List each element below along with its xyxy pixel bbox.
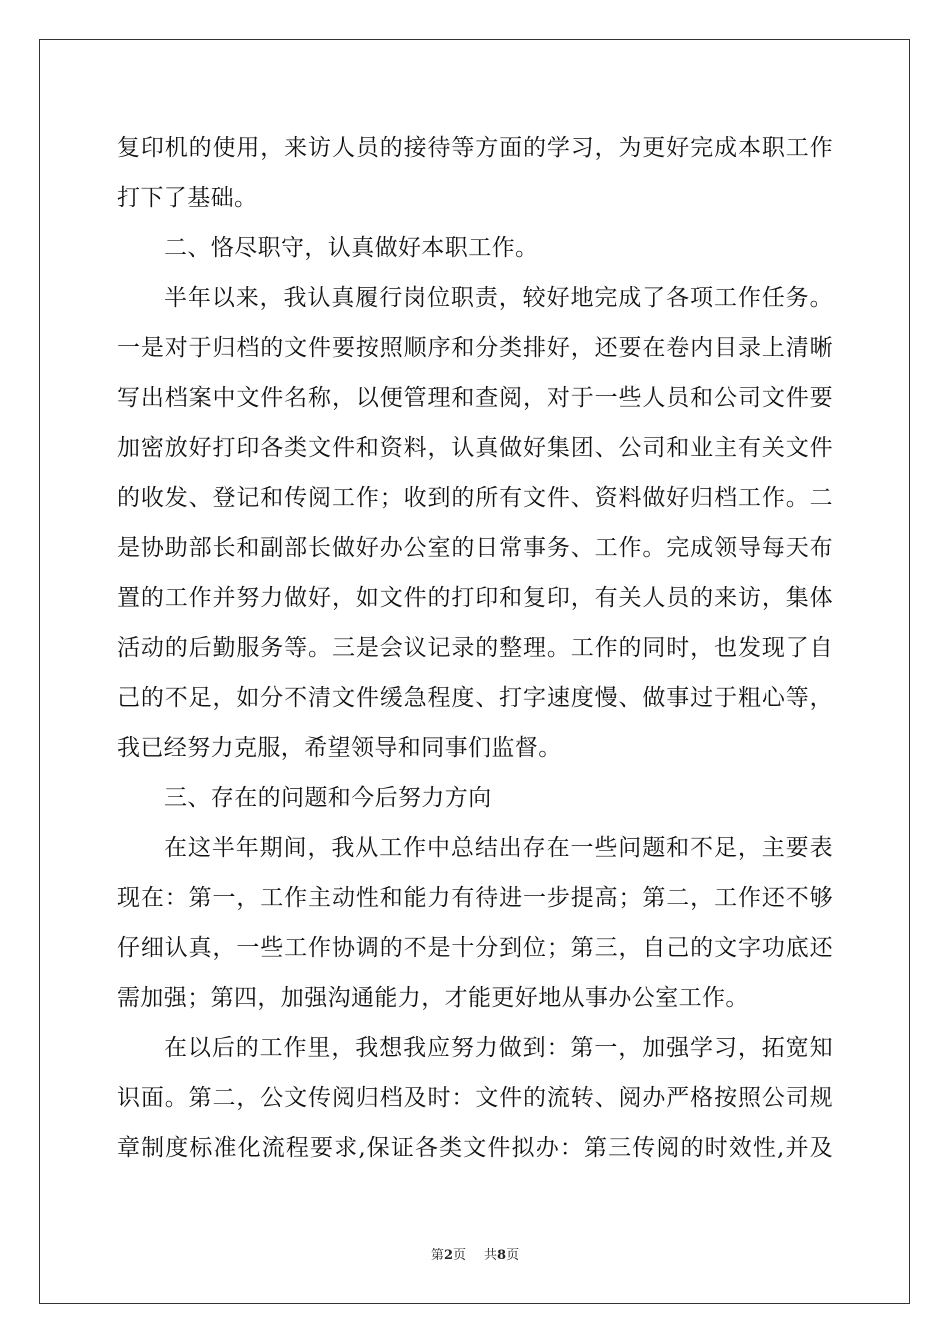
text-line: 识面。第二，公文传阅归档及时：文件的流转、阅办严格按照公司规 bbox=[117, 1085, 833, 1111]
total-prefix: 共 bbox=[484, 1248, 498, 1263]
text-line: 己的不足，如分不清文件缓急程度、打字速度慢、做事过于粗心等， bbox=[117, 685, 833, 711]
total-pages: 8 bbox=[497, 1248, 507, 1263]
text-line: 半年以来，我认真履行岗位职责，较好地完成了各项工作任务。 bbox=[164, 285, 833, 311]
text-line: 复印机的使用，来访人员的接待等方面的学习，为更好完成本职工作 bbox=[117, 135, 833, 161]
text-line: 一是对于归档的文件要按照顺序和分类排好，还要在卷内目录上清晰 bbox=[117, 335, 833, 361]
text-line: 我已经努力克服，希望领导和同事们监督。 bbox=[117, 735, 562, 761]
text-line: 活动的后勤服务等。三是会议记录的整理。工作的同时，也发现了自 bbox=[117, 635, 833, 661]
text-line: 在这半年期间，我从工作中总结出存在一些问题和不足，主要表 bbox=[164, 835, 833, 861]
text-line: 在以后的工作里，我想我应努力做到：第一，加强学习，拓宽知 bbox=[164, 1035, 833, 1061]
page-suffix: 页 bbox=[452, 1248, 466, 1263]
text-line: 现在：第一，工作主动性和能力有待进一步提高；第二，工作还不够 bbox=[117, 885, 833, 911]
text-line: 仔细认真，一些工作协调的不是十分到位；第三，自己的文字功底还 bbox=[117, 935, 833, 961]
text-line: 需加强；第四，加强沟通能力，才能更好地从事办公室工作。 bbox=[117, 985, 749, 1011]
text-line: 加密放好打印各类文件和资料，认真做好集团、公司和业主有关文件 bbox=[117, 435, 833, 461]
section-heading: 三、存在的问题和今后努力方向 bbox=[164, 785, 492, 811]
text-line: 打下了基础。 bbox=[117, 185, 258, 211]
page-prefix: 第 bbox=[430, 1248, 444, 1263]
total-suffix: 页 bbox=[506, 1248, 520, 1263]
text-line: 章制度标准化流程要求,保证各类文件拟办：第三传阅的时效性,并及 bbox=[117, 1135, 833, 1161]
page-number: 2 bbox=[443, 1248, 453, 1263]
section-heading: 二、恪尽职守，认真做好本职工作。 bbox=[164, 235, 539, 261]
text-line: 写出档案中文件名称，以便管理和查阅，对于一些人员和公司文件要 bbox=[117, 385, 833, 411]
text-line: 的收发、登记和传阅工作；收到的所有文件、资料做好归档工作。二 bbox=[117, 485, 833, 511]
page-footer bbox=[0, 1247, 950, 1265]
text-line: 置的工作并努力做好，如文件的打印和复印，有关人员的来访，集体 bbox=[117, 585, 833, 611]
text-line: 是协助部长和副部长做好办公室的日常事务、工作。完成领导每天布 bbox=[117, 535, 833, 561]
